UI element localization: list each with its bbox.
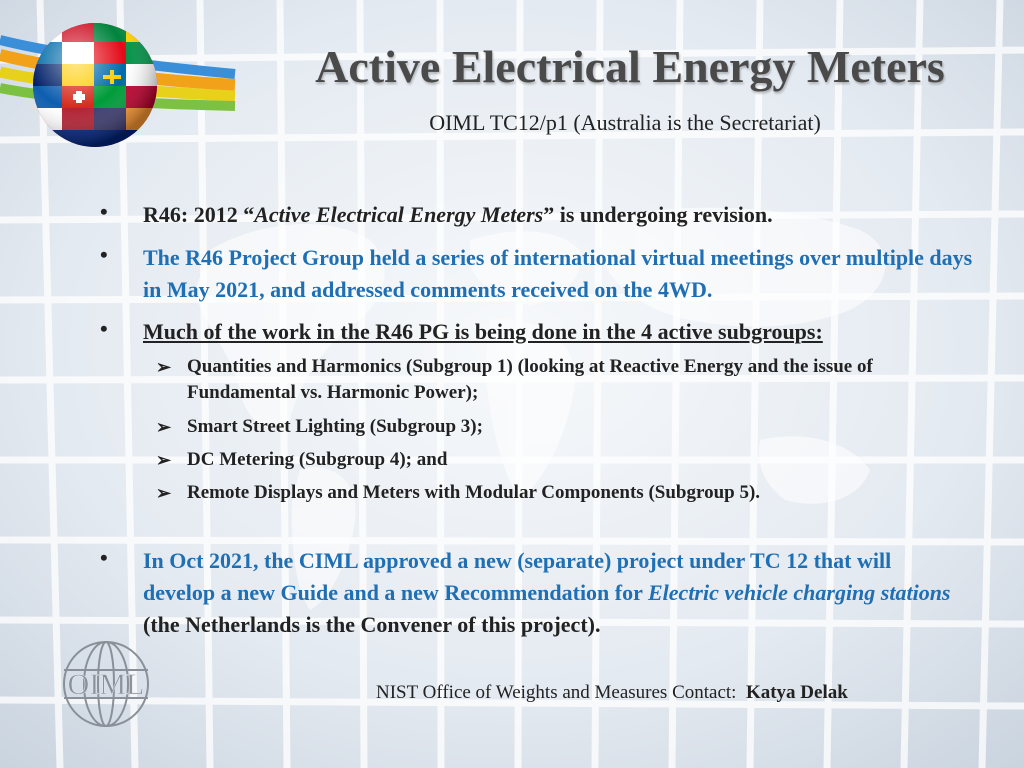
- sub-bullet-2-text: Smart Street Lighting (Subgroup 3);: [187, 416, 483, 437]
- slide-subtitle: OIML TC12/p1 (Australia is the Secretariat): [429, 110, 821, 135]
- bullet-1-prefix: R46: 2012 “: [143, 202, 255, 227]
- bullet-4-emphasis: Electric vehicle charging stations: [648, 580, 951, 605]
- sub-bullet-4-text: Remote Displays and Meters with Modular Components (Subgroup 5).: [187, 482, 761, 503]
- bullet-4-part2: (the Netherlands is the Convener of this project).: [143, 612, 601, 637]
- bullet-4-part1: In Oct 2021, the CIML approved a new (separate) project under TC 12 that will develop a new Guide and a new Recommendation for: [143, 548, 892, 605]
- arrow-bullet-icon: ➢: [156, 450, 172, 470]
- arrow-bullet-icon: ➢: [156, 417, 172, 437]
- sub-bullet-1-text: Quantities and Harmonics (Subgroup 1) (looking at Reactive Energy and the issue of Fundamental vs. Harmonic Power);: [187, 356, 873, 403]
- slide-title: Active Electrical Energy Meters: [315, 41, 945, 92]
- oiml-logo: [46, 636, 166, 731]
- bullet-2-text: The R46 Project Group held a series of international virtual meetings over multiple days in May 2021, and addressed comments received on the 4WD.: [143, 245, 973, 302]
- arrow-bullet-icon: ➢: [156, 357, 172, 377]
- arrow-bullet-icon: ➢: [156, 483, 172, 503]
- bullet-1-emphasis: Active Electrical Energy Meters: [254, 202, 544, 227]
- contact-label: NIST Office of Weights and Measures Contact:: [376, 682, 737, 703]
- bullet-marker: •: [100, 545, 108, 570]
- sub-bullet-3-text: DC Metering (Subgroup 4); and: [187, 449, 448, 470]
- contact-name: Katya Delak: [745, 682, 848, 703]
- contact-line: [376, 682, 848, 704]
- bullet-4-text: [143, 545, 963, 641]
- bullet-1-suffix: ” is undergoing revision.: [543, 202, 773, 227]
- bullet-marker: •: [100, 199, 108, 224]
- bullet-3-text: Much of the work in the R46 PG is being done in the 4 active subgroups:: [143, 319, 823, 344]
- bullet-1-text: [143, 199, 983, 231]
- flag-globe-logo: [0, 0, 240, 175]
- oiml-logo-text: OIML: [67, 668, 145, 701]
- bullet-marker: •: [100, 242, 108, 267]
- bullet-marker: •: [100, 316, 108, 341]
